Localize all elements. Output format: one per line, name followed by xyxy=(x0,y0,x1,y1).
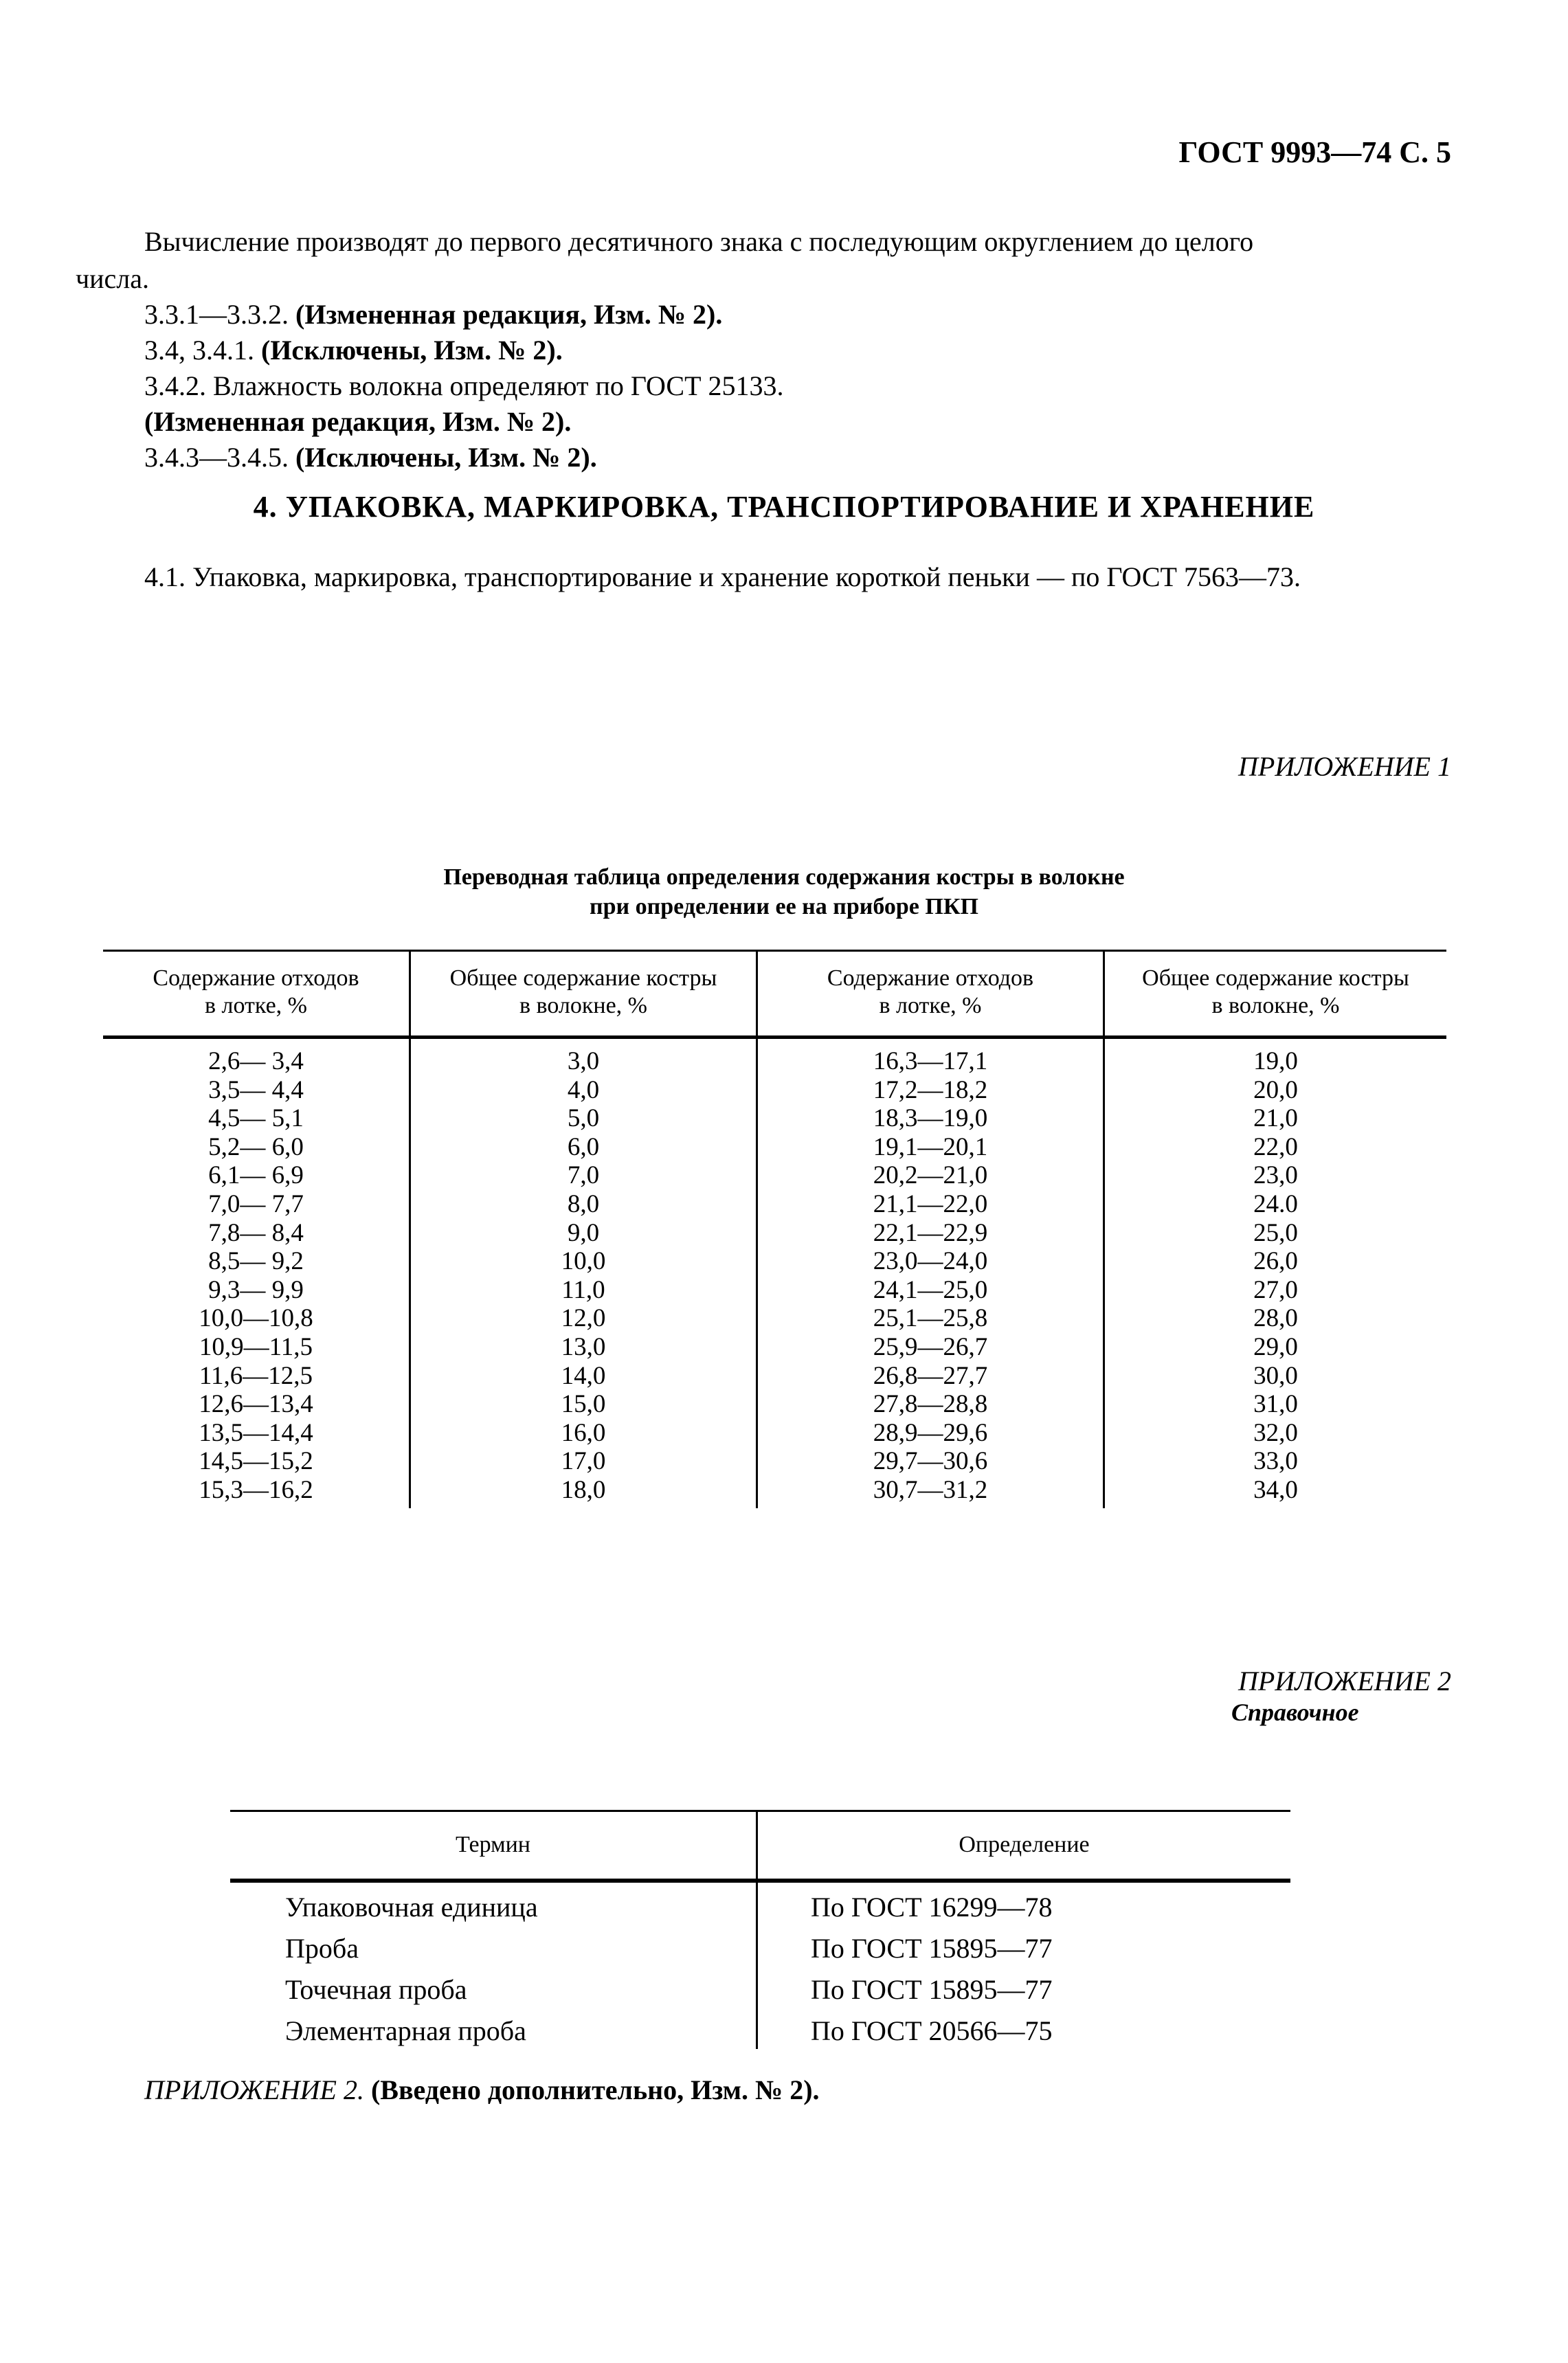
table-1-cell: 5,2— 6,0 xyxy=(208,1132,304,1161)
page-header: ГОСТ 9993—74 С. 5 xyxy=(1178,135,1451,169)
table-2-header-rule xyxy=(230,1879,1290,1883)
clause-number: 3.4.3—3.4.5. xyxy=(144,442,289,473)
table-1-cell: 23,0 xyxy=(1253,1161,1298,1190)
clause-number: 3.3.1—3.3.2. xyxy=(144,299,289,330)
table-1-cell: 7,0— 7,7 xyxy=(208,1189,304,1218)
table-1-cell: 16,0 xyxy=(561,1418,606,1447)
table-1-cell: 5,0 xyxy=(567,1104,600,1133)
table-1-cell: 11,6—12,5 xyxy=(199,1361,313,1390)
table-1-cell: 11,0 xyxy=(561,1275,605,1304)
table-1-cell: 6,0 xyxy=(567,1132,600,1161)
table-1-cell: 7,8— 8,4 xyxy=(208,1218,304,1247)
clause-3-3-1 xyxy=(144,297,722,333)
table-1-cell: 26,8—27,7 xyxy=(873,1361,988,1390)
header-text: в волокне, % xyxy=(519,993,648,1018)
table-2-header-definition: Определение xyxy=(959,1832,1090,1857)
term-cell: Точечная проба xyxy=(285,1974,467,2005)
clause-4-1: 4.1. Упаковка, маркировка, транспортирование и хранение короткой пеньки — по ГОСТ 7563—73. xyxy=(144,561,1301,592)
table-1-cell: 25,0 xyxy=(1253,1218,1298,1247)
table-1-cell: 15,3—16,2 xyxy=(199,1475,313,1504)
appendix-2-footnote xyxy=(144,2074,820,2106)
table-1-column-waste xyxy=(758,1047,1103,1505)
table-1-cell: 12,0 xyxy=(561,1304,606,1333)
table-1-caption-line2: при определении ее на приборе ПКП xyxy=(590,894,978,919)
table-1-cell: 25,1—25,8 xyxy=(873,1304,988,1333)
table-1-cell: 8,0 xyxy=(567,1189,600,1218)
table-1-cell: 30,0 xyxy=(1253,1361,1298,1390)
table-1-cell: 25,9—26,7 xyxy=(873,1332,988,1361)
table-1-cell: 4,5— 5,1 xyxy=(208,1104,304,1133)
header-text: Общее содержание костры xyxy=(449,965,717,991)
table-1-cell: 2,6— 3,4 xyxy=(208,1047,304,1075)
table-1-cell: 28,0 xyxy=(1253,1304,1298,1333)
definition-cell: По ГОСТ 16299—78 xyxy=(811,1892,1053,1923)
table-1-cell: 28,9—29,6 xyxy=(873,1418,988,1447)
table-row xyxy=(230,2011,1290,2052)
term-cell: Упаковочная единица xyxy=(285,1892,538,1923)
table-1-cell: 22,1—22,9 xyxy=(873,1218,988,1247)
table-1-cell: 29,0 xyxy=(1253,1332,1298,1361)
table-1-cell: 9,3— 9,9 xyxy=(208,1275,304,1304)
table-1-cell: 3,0 xyxy=(567,1047,600,1075)
table-1-header-rule xyxy=(103,1035,1446,1039)
table-1-cell: 13,0 xyxy=(561,1332,606,1361)
table-1-cell: 22,0 xyxy=(1253,1132,1298,1161)
table-1-cell: 9,0 xyxy=(567,1218,600,1247)
table-1-cell: 13,5—14,4 xyxy=(199,1418,313,1447)
table-row xyxy=(230,1928,1290,1969)
table-1-cell: 3,5— 4,4 xyxy=(208,1075,304,1104)
term-cell: Элементарная проба xyxy=(285,2015,526,2046)
definition-cell: По ГОСТ 15895—77 xyxy=(811,1974,1053,2005)
clause-note: (Исключены, Изм. № 2). xyxy=(295,442,597,473)
table-1-cell: 18,3—19,0 xyxy=(873,1104,988,1133)
table-1-cell: 19,1—20,1 xyxy=(873,1132,988,1161)
table-1-cell: 31,0 xyxy=(1253,1390,1298,1419)
clause-3-4-3 xyxy=(144,440,597,475)
table-1-header-col3 xyxy=(758,965,1103,1020)
table-1-header-col4 xyxy=(1105,965,1446,1020)
appendix-1-label: ПРИЛОЖЕНИЕ 1 xyxy=(1238,751,1451,782)
table-1-cell: 23,0—24,0 xyxy=(873,1247,988,1276)
table-1-header-col2 xyxy=(411,965,756,1020)
header-text: Содержание отходов xyxy=(153,965,359,991)
table-1-cell: 21,1—22,0 xyxy=(873,1189,988,1218)
table-1-cell: 18,0 xyxy=(561,1475,606,1504)
table-1-caption-line1: Переводная таблица определения содержания костры в волокне xyxy=(443,864,1125,890)
table-row xyxy=(230,1969,1290,2011)
calc-paragraph-line1: Вычисление производят до первого десятичного знака с последующим округлением до целого xyxy=(144,226,1254,257)
table-1-column-waste xyxy=(103,1047,409,1505)
table-1-cell: 17,2—18,2 xyxy=(873,1075,988,1104)
table-1-top-rule xyxy=(103,950,1446,952)
table-1-cell: 24,1—25,0 xyxy=(873,1275,988,1304)
table-1-cell: 32,0 xyxy=(1253,1418,1298,1447)
table-1-cell: 20,0 xyxy=(1253,1075,1298,1104)
table-row xyxy=(230,1887,1290,1928)
clause-3-4-2: 3.4.2. Влажность волокна определяют по ГОСТ 25133. xyxy=(144,370,784,401)
header-text: Общее содержание костры xyxy=(1142,965,1409,991)
table-1-cell: 27,0 xyxy=(1253,1275,1298,1304)
header-text: в волокне, % xyxy=(1211,993,1340,1018)
clause-note: (Измененная редакция, Изм. № 2). xyxy=(295,299,723,330)
definition-cell: По ГОСТ 20566—75 xyxy=(811,2015,1053,2046)
table-1-cell: 17,0 xyxy=(561,1447,606,1476)
table-1-cell: 30,7—31,2 xyxy=(873,1475,988,1504)
table-2-header-term: Термин xyxy=(456,1832,530,1857)
table-1-cell: 27,8—28,8 xyxy=(873,1390,988,1419)
table-1-cell: 29,7—30,6 xyxy=(873,1447,988,1476)
appendix-2-label: ПРИЛОЖЕНИЕ 2 xyxy=(1238,1666,1451,1696)
header-text: в лотке, % xyxy=(879,993,982,1018)
table-1-cell: 4,0 xyxy=(567,1075,600,1104)
table-1-cell: 19,0 xyxy=(1253,1047,1298,1075)
table-1-cell: 20,2—21,0 xyxy=(873,1161,988,1190)
section-4-title: 4. УПАКОВКА, МАРКИРОВКА, ТРАНСПОРТИРОВАНИЕ И ХРАНЕНИЕ xyxy=(253,490,1315,524)
calc-paragraph-line2: числа. xyxy=(76,263,149,294)
definition-cell: По ГОСТ 15895—77 xyxy=(811,1933,1053,1964)
table-1-cell: 15,0 xyxy=(561,1390,606,1419)
table-2-top-rule xyxy=(230,1810,1290,1812)
header-text: Содержание отходов xyxy=(827,965,1034,991)
table-1-cell: 14,0 xyxy=(561,1361,606,1390)
table-2-body xyxy=(230,1887,1290,2052)
term-cell: Проба xyxy=(285,1933,359,1964)
table-1-column-total xyxy=(411,1047,756,1505)
table-1-cell: 6,1— 6,9 xyxy=(208,1161,304,1190)
table-1-cell: 12,6—13,4 xyxy=(199,1390,313,1419)
clause-note: (Исключены, Изм. № 2). xyxy=(261,335,563,366)
table-1-header-col1 xyxy=(103,965,409,1020)
table-1-cell: 14,5—15,2 xyxy=(199,1447,313,1476)
table-1-cell: 24.0 xyxy=(1253,1189,1298,1218)
table-1-cell: 33,0 xyxy=(1253,1447,1298,1476)
table-1-cell: 21,0 xyxy=(1253,1104,1298,1133)
appendix-2-sublabel: Справочное xyxy=(1231,1699,1359,1726)
table-1-cell: 26,0 xyxy=(1253,1247,1298,1276)
footnote-note: (Введено дополнительно, Изм. № 2). xyxy=(370,2074,820,2105)
header-text: в лотке, % xyxy=(204,993,307,1018)
table-1-cell: 16,3—17,1 xyxy=(873,1047,988,1075)
footnote-label: ПРИЛОЖЕНИЕ 2. xyxy=(144,2074,364,2105)
table-1-cell: 10,9—11,5 xyxy=(199,1332,313,1361)
table-1-column-total xyxy=(1105,1047,1446,1505)
table-1-cell: 8,5— 9,2 xyxy=(208,1247,304,1276)
table-1-cell: 10,0 xyxy=(561,1247,606,1276)
table-1-cell: 10,0—10,8 xyxy=(199,1304,313,1333)
clause-number: 3.4, 3.4.1. xyxy=(144,335,254,366)
table-1-cell: 7,0 xyxy=(567,1161,600,1190)
table-1-cell: 34,0 xyxy=(1253,1475,1298,1504)
clause-3-4 xyxy=(144,333,563,368)
clause-3-4-2-note: (Измененная редакция, Изм. № 2). xyxy=(144,406,572,437)
